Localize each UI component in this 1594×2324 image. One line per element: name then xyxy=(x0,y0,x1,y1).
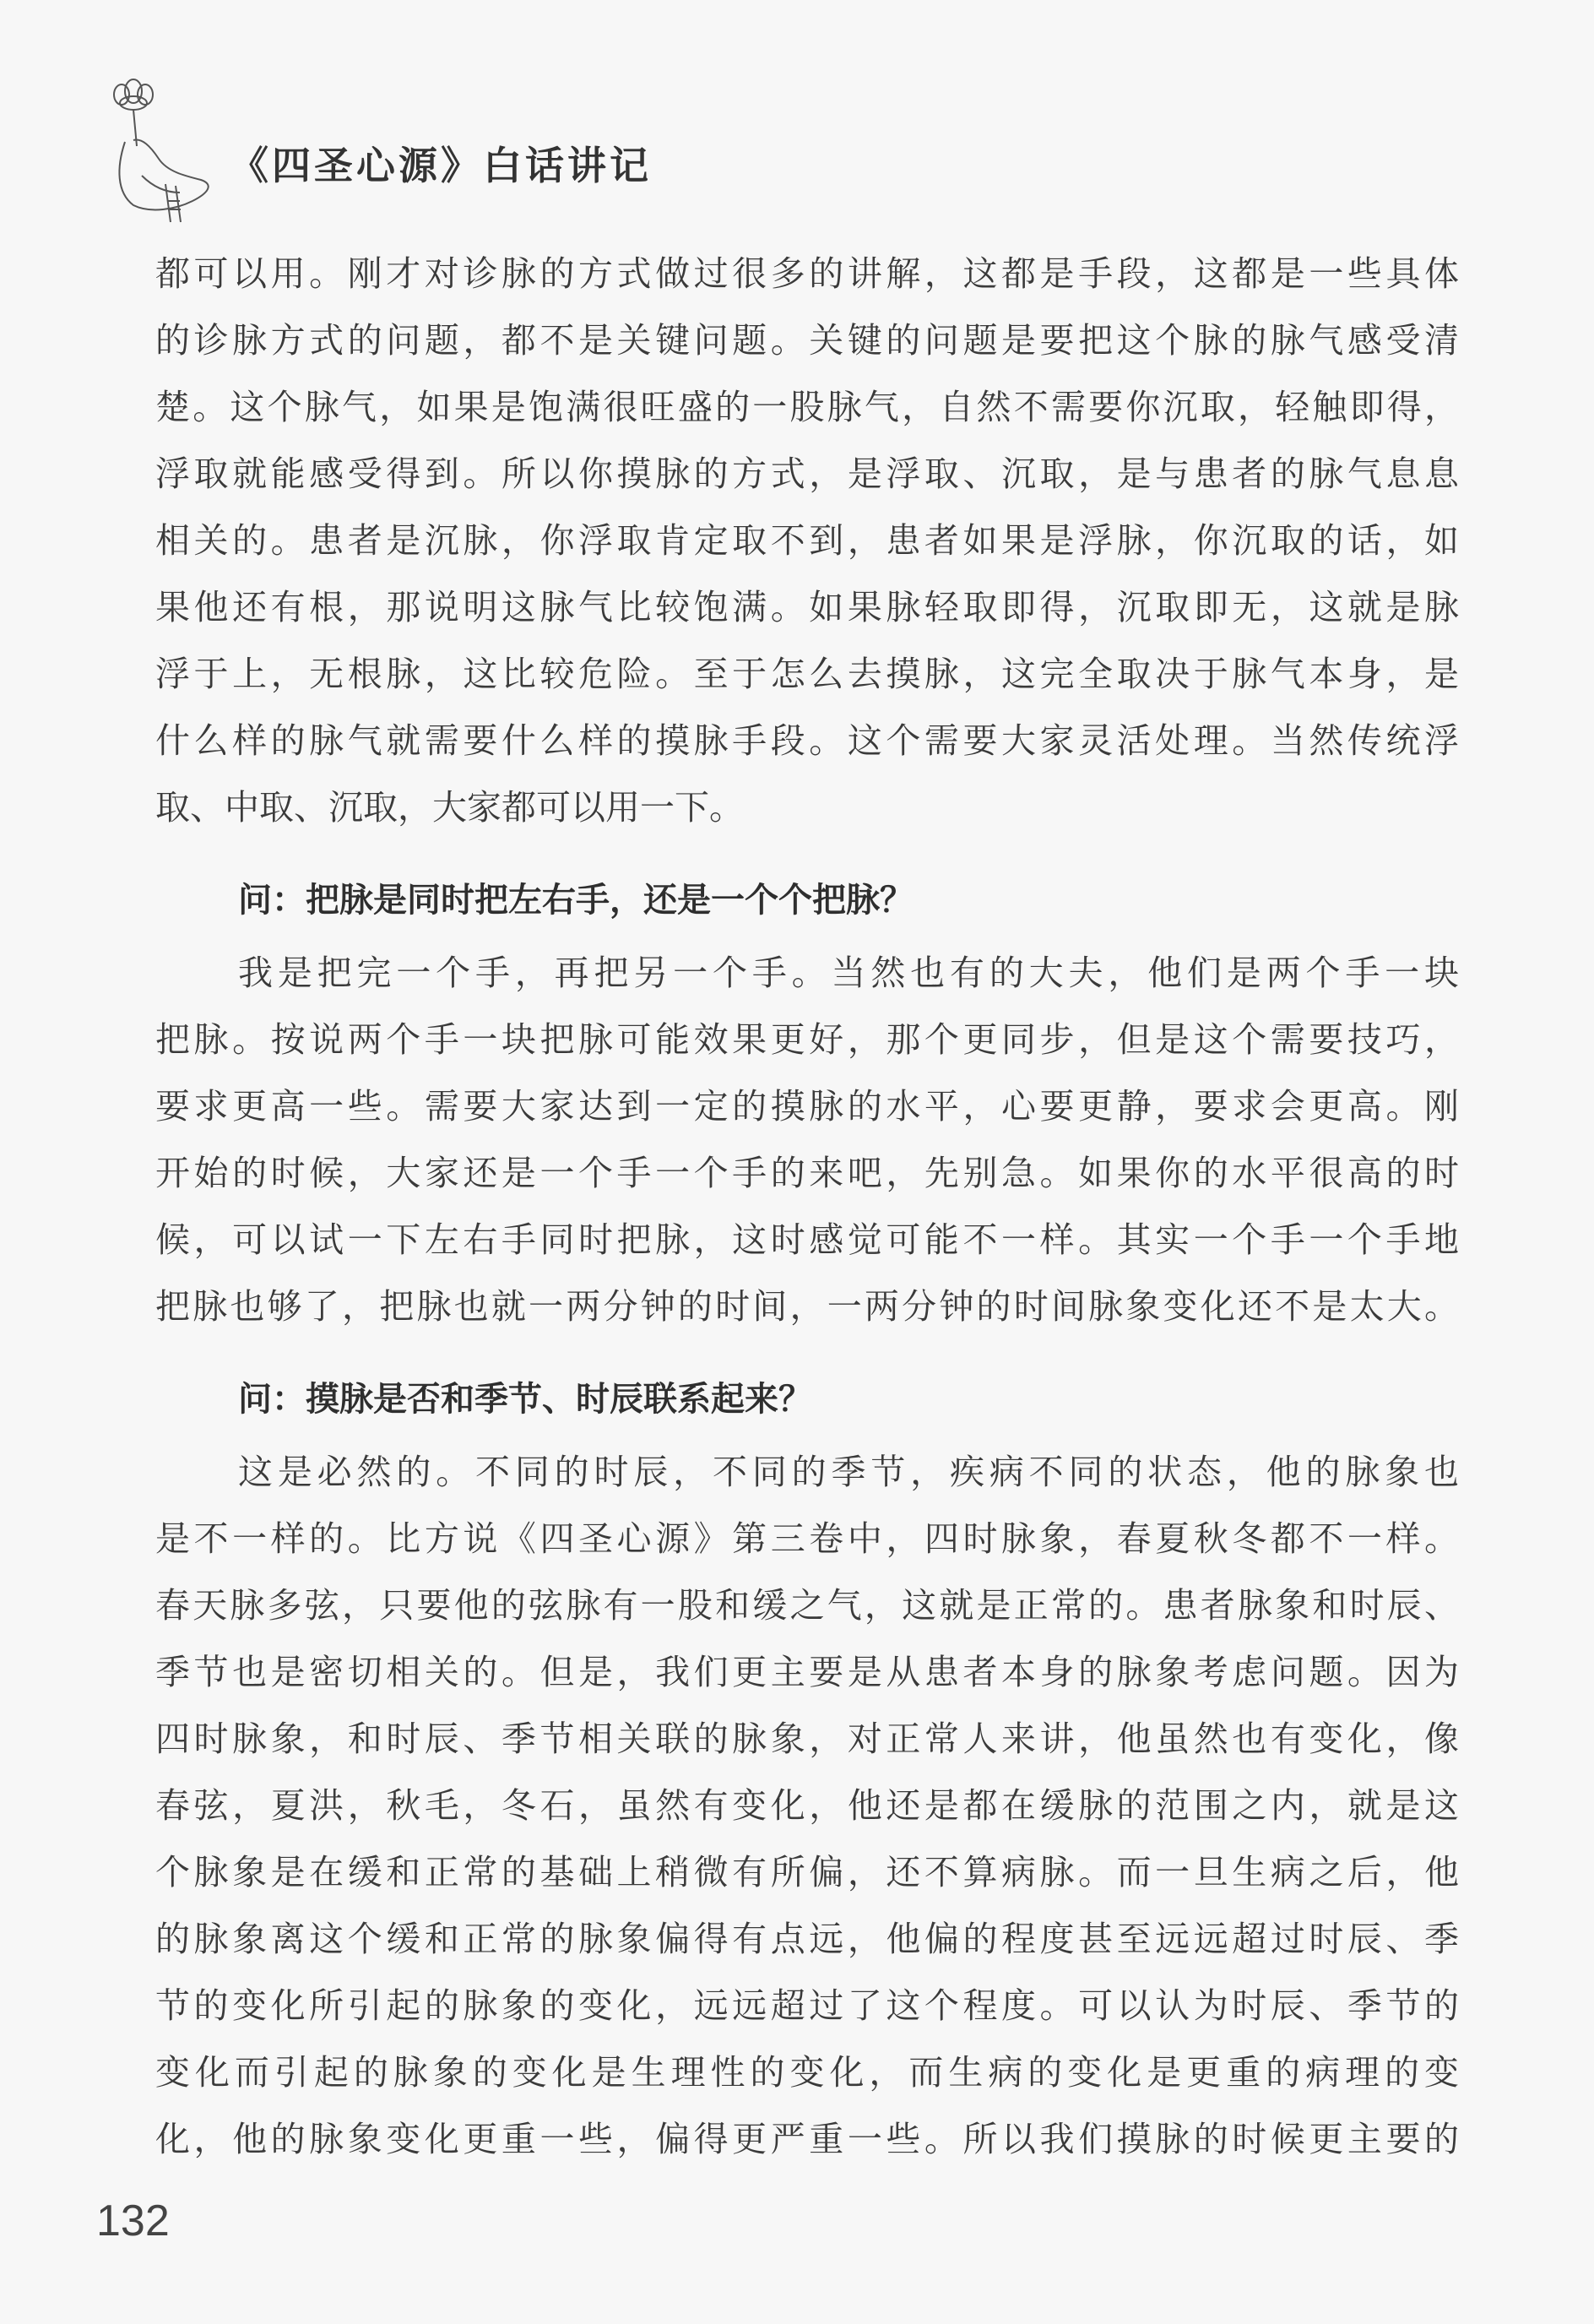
text-line: 把脉也够了，把脉也就一两分钟的时间，一两分钟的时间脉象变化还不是太大。 xyxy=(155,1286,1459,1327)
text-line: 果他还有根，那说明这脉气比较饱满。如果脉轻取即得，沉取即无，这就是脉 xyxy=(155,587,1459,627)
text-line: 是不一样的。比方说《四圣心源》第三卷中，四时脉象，春夏秋冬都不一样。 xyxy=(155,1518,1459,1559)
text-line: 化，他的脉象变化更重一些，偏得更严重一些。所以我们摸脉的时候更主要的 xyxy=(155,2119,1459,2159)
paragraph-1 xyxy=(155,241,1459,841)
text-line: 都可以用。刚才对诊脉的方式做过很多的讲解，这都是手段，这都是一些具体 xyxy=(155,253,1459,294)
text-line: 四时脉象，和时辰、季节相关联的脉象，对正常人来讲，他虽然也有变化，像 xyxy=(155,1719,1459,1759)
paragraph-3 xyxy=(155,1439,1459,2173)
text-line: 楚。这个脉气，如果是饱满很旺盛的一股脉气，自然不需要你沉取，轻触即得， xyxy=(155,387,1459,427)
text-line: 春弦，夏洪，秋毛，冬石，虽然有变化，他还是都在缓脉的范围之内，就是这 xyxy=(155,1785,1459,1826)
lotus-hand-logo-icon xyxy=(100,66,226,226)
text-line: 这是必然的。不同的时辰，不同的季节，疾病不同的状态，他的脉象也 xyxy=(238,1452,1459,1492)
question-heading-2: 问：摸脉是否和季节、时辰联系起来？ xyxy=(238,1380,812,1419)
text-line: 相关的。患者是沉脉，你浮取肯定取不到，患者如果是浮脉，你沉取的话，如 xyxy=(155,520,1459,561)
text-line: 春天脉多弦，只要他的弦脉有一股和缓之气，这就是正常的。患者脉象和时辰、 xyxy=(155,1585,1459,1626)
text-line: 浮取就能感受得到。所以你摸脉的方式，是浮取、沉取，是与患者的脉气息息 xyxy=(155,453,1459,494)
text-line: 开始的时候，大家还是一个手一个手的来吧，先别急。如果你的水平很高的时 xyxy=(155,1153,1459,1193)
text-line: 的脉象离这个缓和正常的脉象偏得有点远，他偏的程度甚至远远超过时辰、季 xyxy=(155,1919,1459,1959)
text-line: 要求更高一些。需要大家达到一定的摸脉的水平，心要更静，要求会更高。刚 xyxy=(155,1086,1459,1127)
text-line: 浮于上，无根脉，这比较危险。至于怎么去摸脉，这完全取决于脉气本身，是 xyxy=(155,654,1459,694)
question-heading-1: 问：把脉是同时把左右手，还是一个个把脉？ xyxy=(238,881,914,920)
text-line: 什么样的脉气就需要什么样的摸脉手段。这个需要大家灵活处理。当然传统浮 xyxy=(155,720,1459,761)
text-line: 的诊脉方式的问题，都不是关键问题。关键的问题是要把这个脉的脉气感受清 xyxy=(155,320,1459,361)
text-line: 把脉。按说两个手一块把脉可能效果更好，那个更同步，但是这个需要技巧， xyxy=(155,1019,1459,1060)
text-line: 我是把完一个手，再把另一个手。当然也有的大夫，他们是两个手一块 xyxy=(238,953,1459,993)
text-line: 候，可以试一下左右手同时把脉，这时感觉可能不一样。其实一个手一个手地 xyxy=(155,1219,1459,1260)
text-line: 取、中取、沉取，大家都可以用一下。 xyxy=(155,787,744,828)
page-number: 132 xyxy=(96,2196,170,2245)
book-title-header: 《四圣心源》白话讲记 xyxy=(230,143,652,188)
paragraph-2 xyxy=(155,940,1459,1340)
text-line: 个脉象是在缓和正常的基础上稍微有所偏，还不算病脉。而一旦生病之后，他 xyxy=(155,1852,1459,1892)
text-line: 季节也是密切相关的。但是，我们更主要是从患者本身的脉象考虑问题。因为 xyxy=(155,1652,1459,1692)
text-line: 节的变化所引起的脉象的变化，远远超过了这个程度。可以认为时辰、季节的 xyxy=(155,1985,1459,2026)
text-line: 变化而引起的脉象的变化是生理性的变化，而生病的变化是更重的病理的变 xyxy=(155,2052,1459,2093)
